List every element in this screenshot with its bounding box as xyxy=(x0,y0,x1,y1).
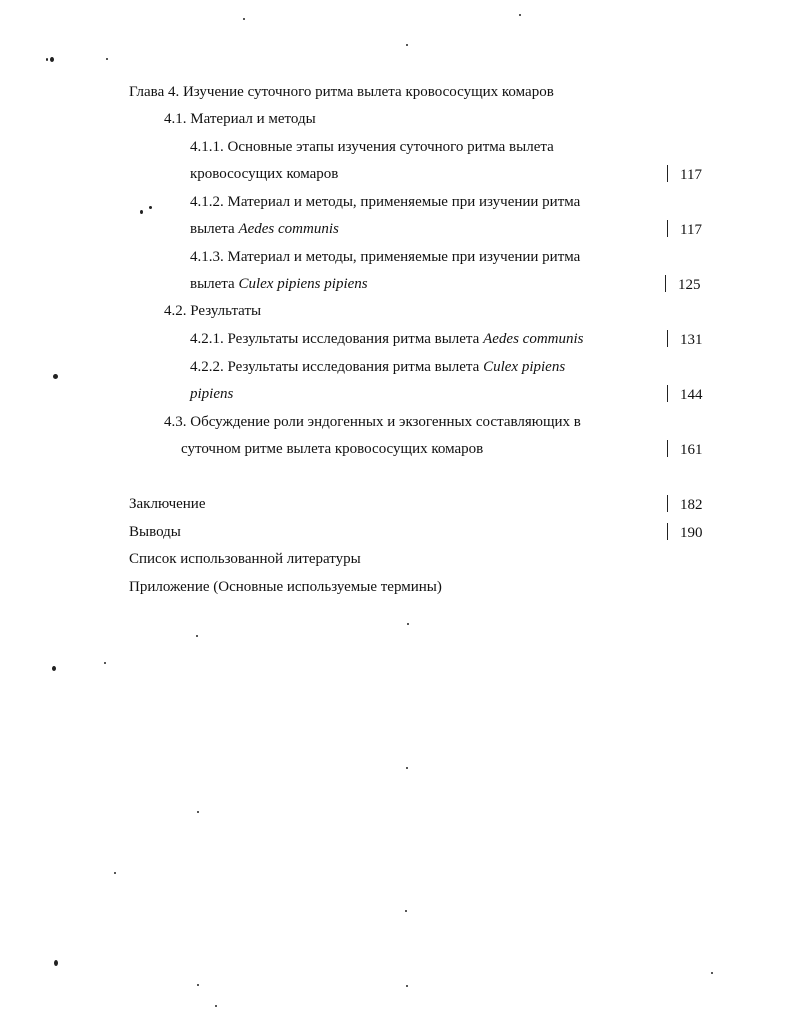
toc-conclusion-title: Заключение xyxy=(129,496,206,512)
toc-section-4-1-1-line1: 4.1.1. Основные этапы изучения суточного ритма вылета xyxy=(190,139,554,155)
scan-speck xyxy=(52,666,56,671)
scan-speck xyxy=(114,872,116,874)
toc-species-name: Aedes communis xyxy=(238,221,339,237)
page-number-rule xyxy=(667,523,668,540)
scan-speck xyxy=(405,910,407,912)
scan-speck xyxy=(407,623,409,625)
scan-speck xyxy=(711,972,713,974)
scan-speck xyxy=(106,58,108,60)
toc-conclusion-page: 182 xyxy=(680,497,703,513)
toc-section-4-1-1-page: 117 xyxy=(680,167,702,183)
scan-speck xyxy=(243,18,245,20)
toc-section-4-1-2-page: 117 xyxy=(680,222,702,238)
page-number-rule xyxy=(667,440,668,457)
toc-text: 4.2.2. Результаты исследования ритма вылета xyxy=(190,359,484,375)
toc-section-4-1-1-line2: кровососущих комаров xyxy=(190,166,339,182)
scan-speck xyxy=(197,984,199,986)
toc-references-title: Список использованной литературы xyxy=(129,551,361,567)
scan-speck xyxy=(50,57,54,62)
toc-findings-title: Выводы xyxy=(129,524,181,540)
toc-section-4-2-title: 4.2. Результаты xyxy=(164,303,262,319)
scan-speck xyxy=(519,14,521,16)
scan-speck xyxy=(215,1005,217,1007)
toc-section-4-2-2-page: 144 xyxy=(680,387,703,403)
toc-section-4-1-3-line2 xyxy=(190,275,368,293)
scan-speck xyxy=(104,662,106,664)
toc-species-name: Aedes communis xyxy=(483,331,584,347)
scan-speck xyxy=(406,985,408,987)
toc-section-4-2-2-line1 xyxy=(190,358,565,376)
toc-species-name: Culex pipiens pipiens xyxy=(238,276,368,292)
toc-species-name: Culex pipiens xyxy=(483,359,566,375)
scan-speck xyxy=(406,767,408,769)
toc-text: вылета xyxy=(190,276,239,292)
toc-section-4-1-3-line1: 4.1.3. Материал и методы, применяемые при изучении ритма xyxy=(190,249,581,265)
toc-section-4-3-line1: 4.3. Обсуждение роли эндогенных и экзогенных составляющих в xyxy=(164,414,581,430)
toc-section-4-2-2-line2: pipiens xyxy=(190,386,234,402)
page-number-rule xyxy=(667,495,668,512)
toc-appendix-title: Приложение (Основные используемые термины) xyxy=(129,579,442,595)
toc-section-4-3-page: 161 xyxy=(680,442,703,458)
scan-speck xyxy=(406,44,408,46)
scan-speck xyxy=(149,206,152,209)
toc-section-4-3-line2: суточном ритме вылета кровососущих комаров xyxy=(181,441,484,457)
page-number-rule xyxy=(667,220,668,237)
toc-page-number xyxy=(667,440,703,459)
toc-section-4-1-title: 4.1. Материал и методы xyxy=(164,111,316,127)
toc-page-number xyxy=(667,523,703,542)
toc-text: вылета xyxy=(190,221,239,237)
toc-text: 4.2.1. Результаты исследования ритма вылета xyxy=(190,331,484,347)
page-number-rule xyxy=(665,275,666,292)
scan-speck xyxy=(46,58,48,61)
toc-page-number xyxy=(667,330,703,349)
toc-section-4-2-1-line1 xyxy=(190,330,584,348)
scan-speck xyxy=(53,374,58,379)
toc-findings-page: 190 xyxy=(680,525,703,541)
toc-section-4-1-3-page: 125 xyxy=(678,277,701,293)
scan-speck xyxy=(197,811,199,813)
toc-section-4-1-2-line2 xyxy=(190,220,339,238)
toc-chapter-4-title: Глава 4. Изучение суточного ритма вылета кровососущих комаров xyxy=(129,84,554,100)
toc-page-number xyxy=(665,275,701,294)
scan-speck xyxy=(196,635,198,637)
page-number-rule xyxy=(667,385,668,402)
scan-speck xyxy=(140,210,143,214)
toc-page-number xyxy=(667,220,702,239)
scan-speck xyxy=(54,960,58,966)
toc-page-number xyxy=(667,165,702,184)
toc-page-number xyxy=(667,495,703,514)
toc-page-number xyxy=(667,385,703,404)
page-number-rule xyxy=(667,330,668,347)
toc-section-4-2-1-page: 131 xyxy=(680,332,703,348)
toc-section-4-1-2-line1: 4.1.2. Материал и методы, применяемые при изучении ритма xyxy=(190,194,581,210)
page-number-rule xyxy=(667,165,668,182)
